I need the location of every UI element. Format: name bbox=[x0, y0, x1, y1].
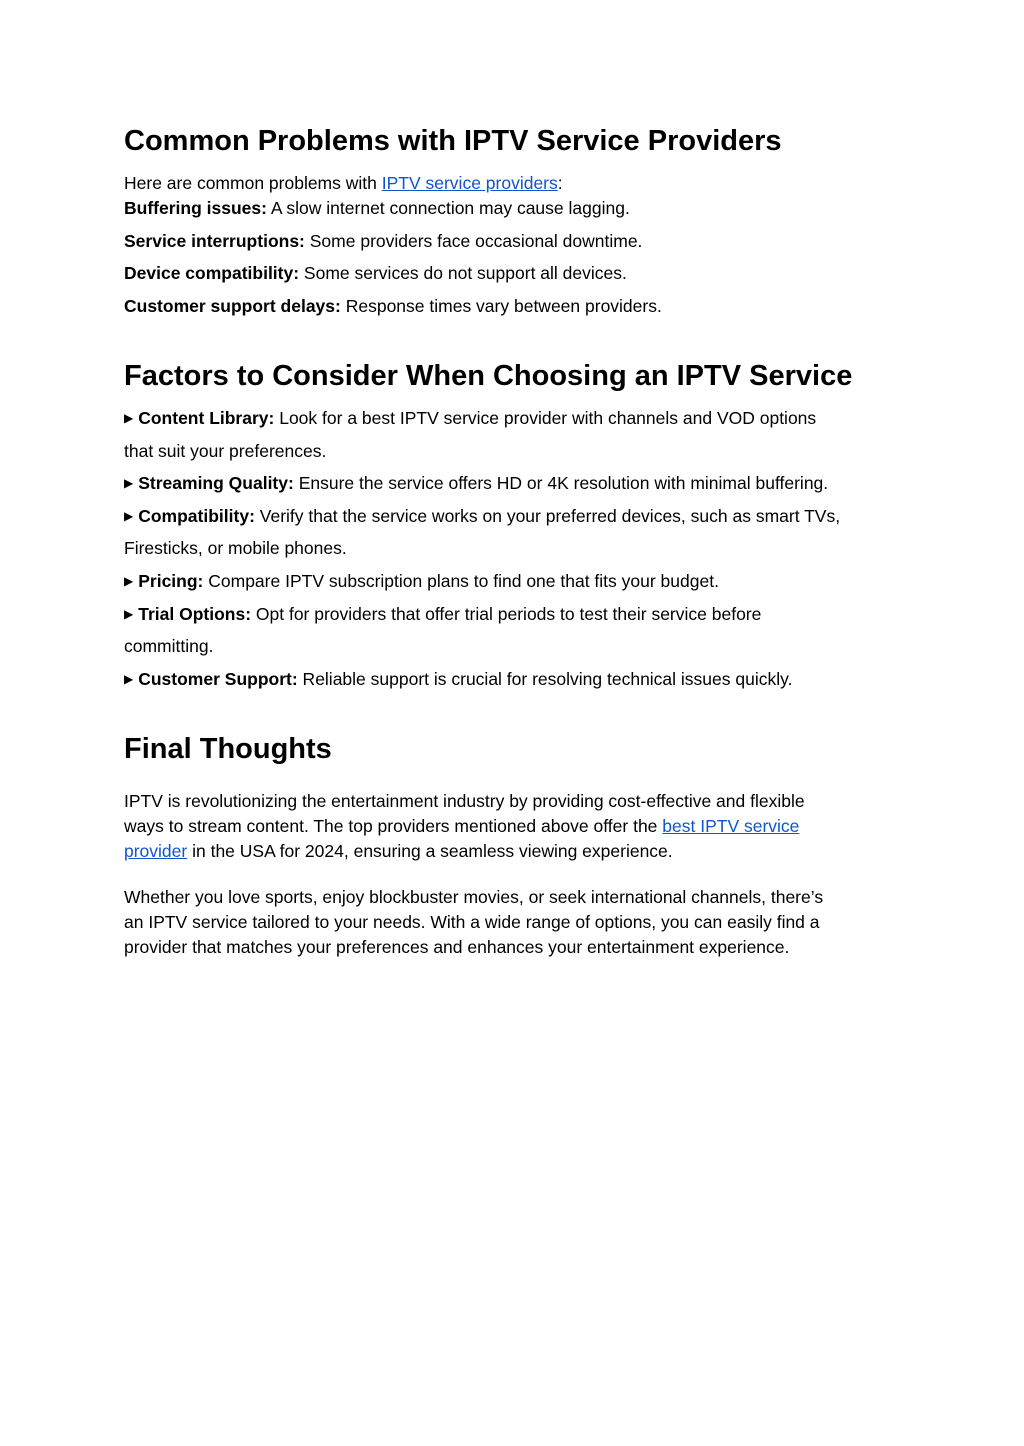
problem-item bbox=[124, 294, 662, 319]
factor-item bbox=[124, 602, 761, 627]
triangle-bullet-icon: ▶ bbox=[124, 672, 134, 686]
factor-label: Streaming Quality: bbox=[138, 473, 294, 493]
heading-factors: Factors to Consider When Choosing an IPTV Service bbox=[124, 360, 853, 392]
problem-text: Response times vary between providers. bbox=[340, 296, 662, 316]
factor-continuation: Firesticks, or mobile phones. bbox=[124, 538, 347, 558]
problem-item bbox=[124, 229, 642, 254]
best-iptv-service-provider-link-cont[interactable]: provider bbox=[124, 841, 188, 861]
triangle-bullet-icon: ▶ bbox=[124, 411, 134, 425]
intro-prefix: Here are common problems with bbox=[124, 173, 382, 193]
triangle-bullet-icon: ▶ bbox=[124, 607, 134, 621]
heading-common-problems: Common Problems with IPTV Service Providers bbox=[124, 125, 782, 157]
factor-text: Compare IPTV subscription plans to find one that fits your budget. bbox=[203, 571, 719, 591]
factor-item bbox=[124, 667, 792, 692]
intro-suffix: : bbox=[557, 173, 563, 193]
problem-label: Customer support delays: bbox=[124, 296, 341, 316]
final-para1-line bbox=[124, 839, 673, 864]
factor-text: Look for a best IPTV service provider with channels and VOD options bbox=[274, 408, 817, 428]
factor-text: Reliable support is crucial for resolving technical issues quickly. bbox=[297, 669, 793, 689]
final-para1-text: in the USA for 2024, ensuring a seamless viewing experience. bbox=[187, 841, 673, 861]
problem-text: A slow internet connection may cause lagging. bbox=[266, 198, 630, 218]
problem-label: Service interruptions: bbox=[124, 231, 305, 251]
final-para2-line: an IPTV service tailored to your needs. With a wide range of options, you can easily find a bbox=[124, 912, 820, 932]
factor-item bbox=[124, 406, 816, 431]
factor-label: Compatibility: bbox=[138, 506, 255, 526]
triangle-bullet-icon: ▶ bbox=[124, 574, 134, 588]
factor-text: Verify that the service works on your preferred devices, such as smart TVs, bbox=[254, 506, 841, 526]
factor-continuation: committing. bbox=[124, 636, 214, 656]
final-para1-line: IPTV is revolutionizing the entertainment industry by providing cost-effective and flexible bbox=[124, 791, 805, 811]
final-para2-line: Whether you love sports, enjoy blockbuster movies, or seek international channels, there’s bbox=[124, 887, 824, 907]
problem-label: Device compatibility: bbox=[124, 263, 300, 283]
problem-label: Buffering issues: bbox=[124, 198, 267, 218]
problem-item bbox=[124, 196, 630, 221]
iptv-service-providers-link[interactable]: IPTV service providers bbox=[381, 173, 558, 193]
final-para2-line: provider that matches your preferences and enhances your entertainment experience. bbox=[124, 937, 790, 957]
factor-label: Trial Options: bbox=[138, 604, 252, 624]
factor-text: Ensure the service offers HD or 4K resolution with minimal buffering. bbox=[293, 473, 829, 493]
factor-item bbox=[124, 504, 840, 529]
triangle-bullet-icon: ▶ bbox=[124, 476, 134, 490]
triangle-bullet-icon: ▶ bbox=[124, 509, 134, 523]
heading-final-thoughts: Final Thoughts bbox=[124, 733, 332, 765]
factor-text: Opt for providers that offer trial periods to test their service before bbox=[251, 604, 762, 624]
best-iptv-service-provider-link[interactable]: best IPTV service bbox=[662, 816, 800, 836]
factor-continuation: that suit your preferences. bbox=[124, 441, 327, 461]
problem-text: Some services do not support all devices. bbox=[299, 263, 627, 283]
problem-text: Some providers face occasional downtime. bbox=[304, 231, 643, 251]
final-para1-text: ways to stream content. The top providers mentioned above offer the bbox=[124, 816, 663, 836]
factor-label: Customer Support: bbox=[138, 669, 298, 689]
factor-item bbox=[124, 569, 719, 594]
factor-label: Pricing: bbox=[138, 571, 204, 591]
intro-paragraph bbox=[124, 171, 563, 196]
factor-label: Content Library: bbox=[138, 408, 275, 428]
factor-item bbox=[124, 471, 828, 496]
final-para1-line bbox=[124, 814, 799, 839]
problem-item bbox=[124, 261, 627, 286]
